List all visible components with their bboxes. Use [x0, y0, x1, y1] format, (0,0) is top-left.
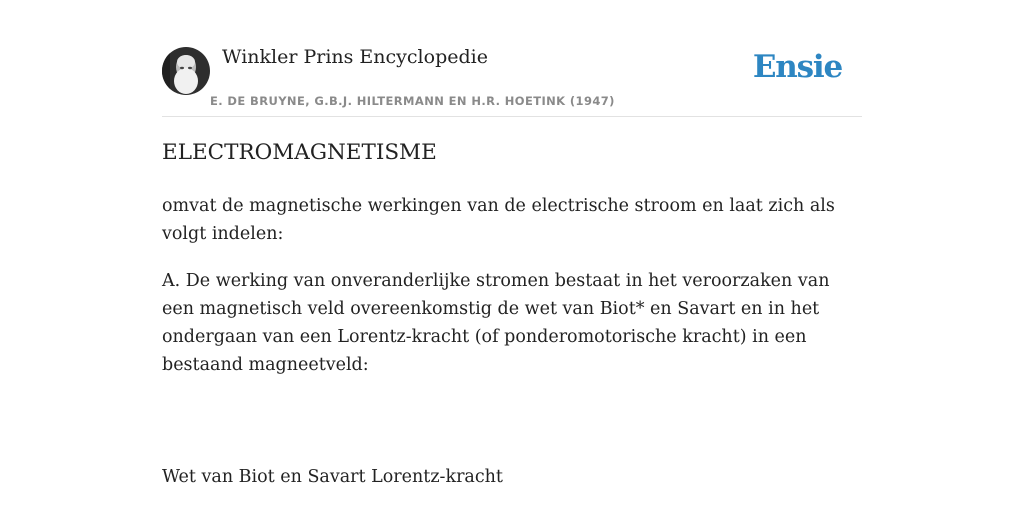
- article-paragraph: A. De werking van onveranderlijke stromen bestaat in het veroorzaken van een magnetisch veld overeenkomstig de wet van Biot* en Savart en in het ondergaan van een Lorentz-kracht (of ponderomotorische kracht) in een bestaand magneetveld:: [162, 271, 830, 375]
- book-header: [162, 40, 862, 117]
- figure-caption: Wet van Biot en Savart Lorentz-kracht: [162, 467, 503, 487]
- author-portrait: [162, 47, 210, 95]
- article-title: ELECTROMAGNETISME: [162, 140, 437, 165]
- encyclopedia-title[interactable]: Winkler Prins Encyclopedie: [222, 46, 488, 68]
- article-paragraph: omvat de magnetische werkingen van de electrische stroom en laat zich als volgt indelen:: [162, 196, 835, 244]
- ensie-logo-link[interactable]: Ensie: [752, 49, 842, 85]
- authors-line: E. DE BRUYNE, G.B.J. HILTERMANN EN H.R. HOETINK (1947): [210, 94, 615, 108]
